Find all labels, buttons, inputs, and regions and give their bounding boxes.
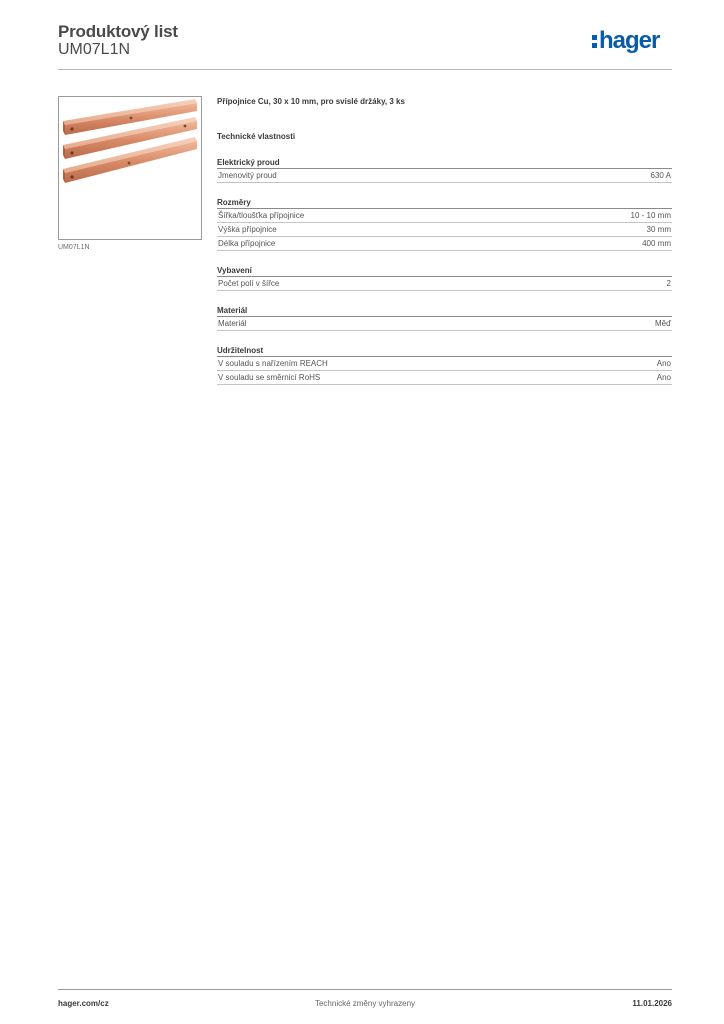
product-description: Přípojnice Cu, 30 x 10 mm, pro svislé držáky, 3 ks — [217, 97, 405, 106]
spec-value: Ano — [656, 359, 671, 368]
specifications — [217, 96, 672, 385]
spec-row — [217, 237, 672, 251]
spec-label: Materiál — [218, 319, 247, 328]
spec-value: 2 — [666, 279, 671, 288]
spec-label: Počet polí v šířce — [218, 279, 280, 288]
group-title: Vybavení — [217, 264, 672, 277]
footer-date: 11.01.2026 — [632, 999, 672, 1008]
logo-dots-icon — [592, 35, 597, 48]
spec-value: Měď — [654, 319, 671, 328]
logo-text: hager — [599, 27, 660, 54]
group-title: Udržitelnost — [217, 344, 672, 357]
product-code: UM07L1N — [58, 41, 131, 58]
group-title: Materiál — [217, 304, 672, 317]
spec-value: 400 mm — [642, 239, 671, 248]
spec-label: Šířka/tloušťka přípojnice — [218, 211, 305, 220]
spec-row — [217, 223, 672, 237]
spec-label: Délka přípojnice — [218, 239, 276, 248]
spec-group-equipment — [217, 264, 672, 291]
document-title: Produktový list — [58, 22, 178, 41]
hager-logo — [592, 28, 672, 54]
group-title: Elektrický proud — [217, 156, 672, 169]
group-title: Rozměry — [217, 196, 672, 209]
spec-row — [217, 277, 672, 291]
spec-label: V souladu se směrnicí RoHS — [218, 373, 321, 382]
spec-group-electric — [217, 156, 672, 183]
page-footer — [58, 989, 672, 1013]
spec-label: Výška přípojnice — [218, 225, 277, 234]
spec-label: V souladu s nařízením REACH — [218, 359, 328, 368]
section-title: Technické vlastnosti — [217, 132, 296, 141]
spec-row — [217, 371, 672, 385]
spec-group-sustainability — [217, 344, 672, 385]
spec-group-dimensions — [217, 196, 672, 251]
copper-busbars-image — [58, 96, 202, 240]
spec-row — [217, 169, 672, 183]
spec-row — [217, 357, 672, 371]
busbars-illustration — [59, 97, 201, 239]
spec-value: Ano — [656, 373, 671, 382]
spec-value: 10 - 10 mm — [630, 211, 671, 220]
footer-notice: Technické změny vyhrazeny — [314, 999, 416, 1008]
spec-row — [217, 209, 672, 223]
page-header — [58, 22, 672, 70]
spec-label: Jmenovitý proud — [218, 171, 277, 180]
spec-group-material — [217, 304, 672, 331]
spec-value: 30 mm — [646, 225, 671, 234]
spec-row — [217, 317, 672, 331]
footer-website-link[interactable]: hager.com/cz — [58, 999, 109, 1008]
image-caption: UM07L1N — [58, 244, 90, 251]
spec-value: 630 A — [650, 171, 671, 180]
